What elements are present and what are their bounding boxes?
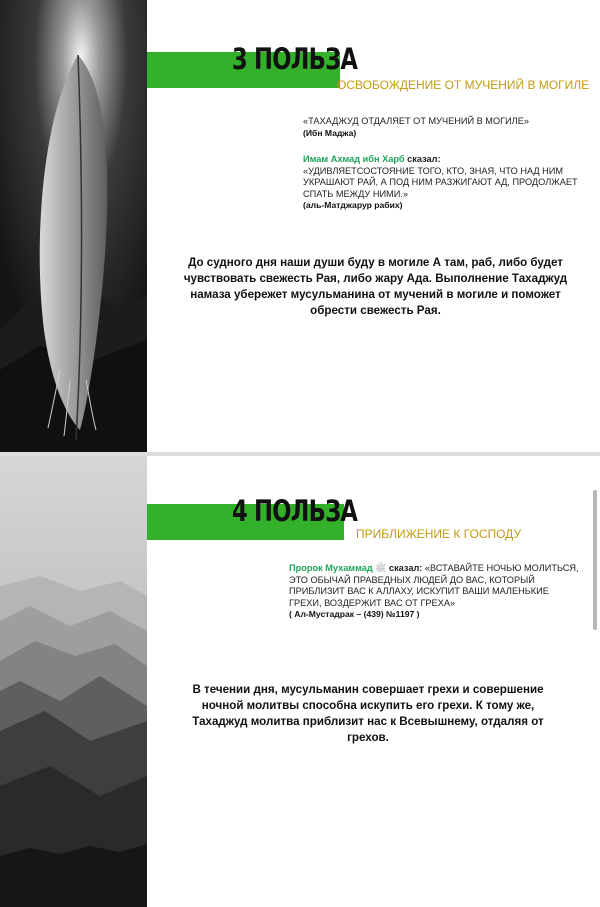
- quote-said: сказал:: [388, 563, 423, 573]
- quote-block-2: [303, 154, 581, 212]
- scrollbar[interactable]: [593, 490, 597, 630]
- quote-author: Имам Ахмад ибн Харб: [303, 154, 405, 164]
- slide-subtitle: ПРИБЛИЖЕНИЕ К ГОСПОДУ: [356, 527, 522, 541]
- slide-3-benefit: [0, 0, 600, 452]
- slide-4-benefit: [0, 456, 600, 907]
- quote-source: ( Ал-Мустадрак – (439) №1197 ): [289, 609, 420, 619]
- quote-block-1: [303, 116, 583, 139]
- mountains-photo: [0, 456, 147, 907]
- main-paragraph: До судного дня наши души буду в могиле А там, раб, либо будет чувствовать свежесть Рая, либо жару Ада. Выполнение Тахаджуд намаза убережет мусульманина от мучений в могиле и поможет обрести свежесть Рая.: [183, 256, 568, 317]
- quote-said: сказал:: [404, 154, 441, 164]
- quote-text: «УДИВЛЯЕТСОСТОЯНИЕ ТОГО, КТО, ЗНАЯ, ЧТО НАД НИМ УКРАШАЮТ РАЙ, А ПОД НИМ РАЗЖИГАЮТ АД, ПРОДОЛЖАЕТ СПАТЬ МЕЖДУ НИМИ.»: [303, 165, 578, 199]
- feather-photo: [0, 0, 147, 452]
- quote-text: «ТАХАДЖУД ОТДАЛЯЕТ ОТ МУЧЕНИЙ В МОГИЛЕ»: [303, 116, 529, 126]
- quote-author: Пророк Мухаммад: [289, 563, 373, 573]
- quote-text: «ВСТАВАЙТЕ НОЧЬЮ МОЛИТЬСЯ, ЭТО ОБЫЧАЙ ПРАВЕДНЫХ ЛЮДЕЙ ДО ВАС, КОТОРЫЙ ПРИБЛИЗИТ ВАС К АЛЛАХУ, ИСКУПИТ ВАШИ МАЛЕНЬКИЕ ГРЕХИ, ВОЗДЕРЖИТ ВАС ОТ ГРЕХА»: [289, 563, 579, 608]
- salawat-mark: ﷺ: [372, 563, 389, 573]
- quote-block: [289, 563, 581, 621]
- quote-source: (Ибн Маджа): [303, 127, 357, 138]
- slide-subtitle: ОСВОБОЖДЕНИЕ ОТ МУЧЕНИЙ В МОГИЛЕ: [337, 78, 590, 92]
- slide-title: 4 ПОЛЬЗА: [232, 494, 358, 528]
- main-paragraph: В течении дня, мусульманин совершает грехи и совершение ночной молитвы способна искупить его грехи. К тому же, Тахаджуд молитва приблизит нас к Всевышнему, отдаляя от грехов.: [192, 683, 544, 744]
- quote-source: (аль-Матджарур рабих): [303, 200, 403, 210]
- slide-title: 3 ПОЛЬЗА: [232, 42, 358, 76]
